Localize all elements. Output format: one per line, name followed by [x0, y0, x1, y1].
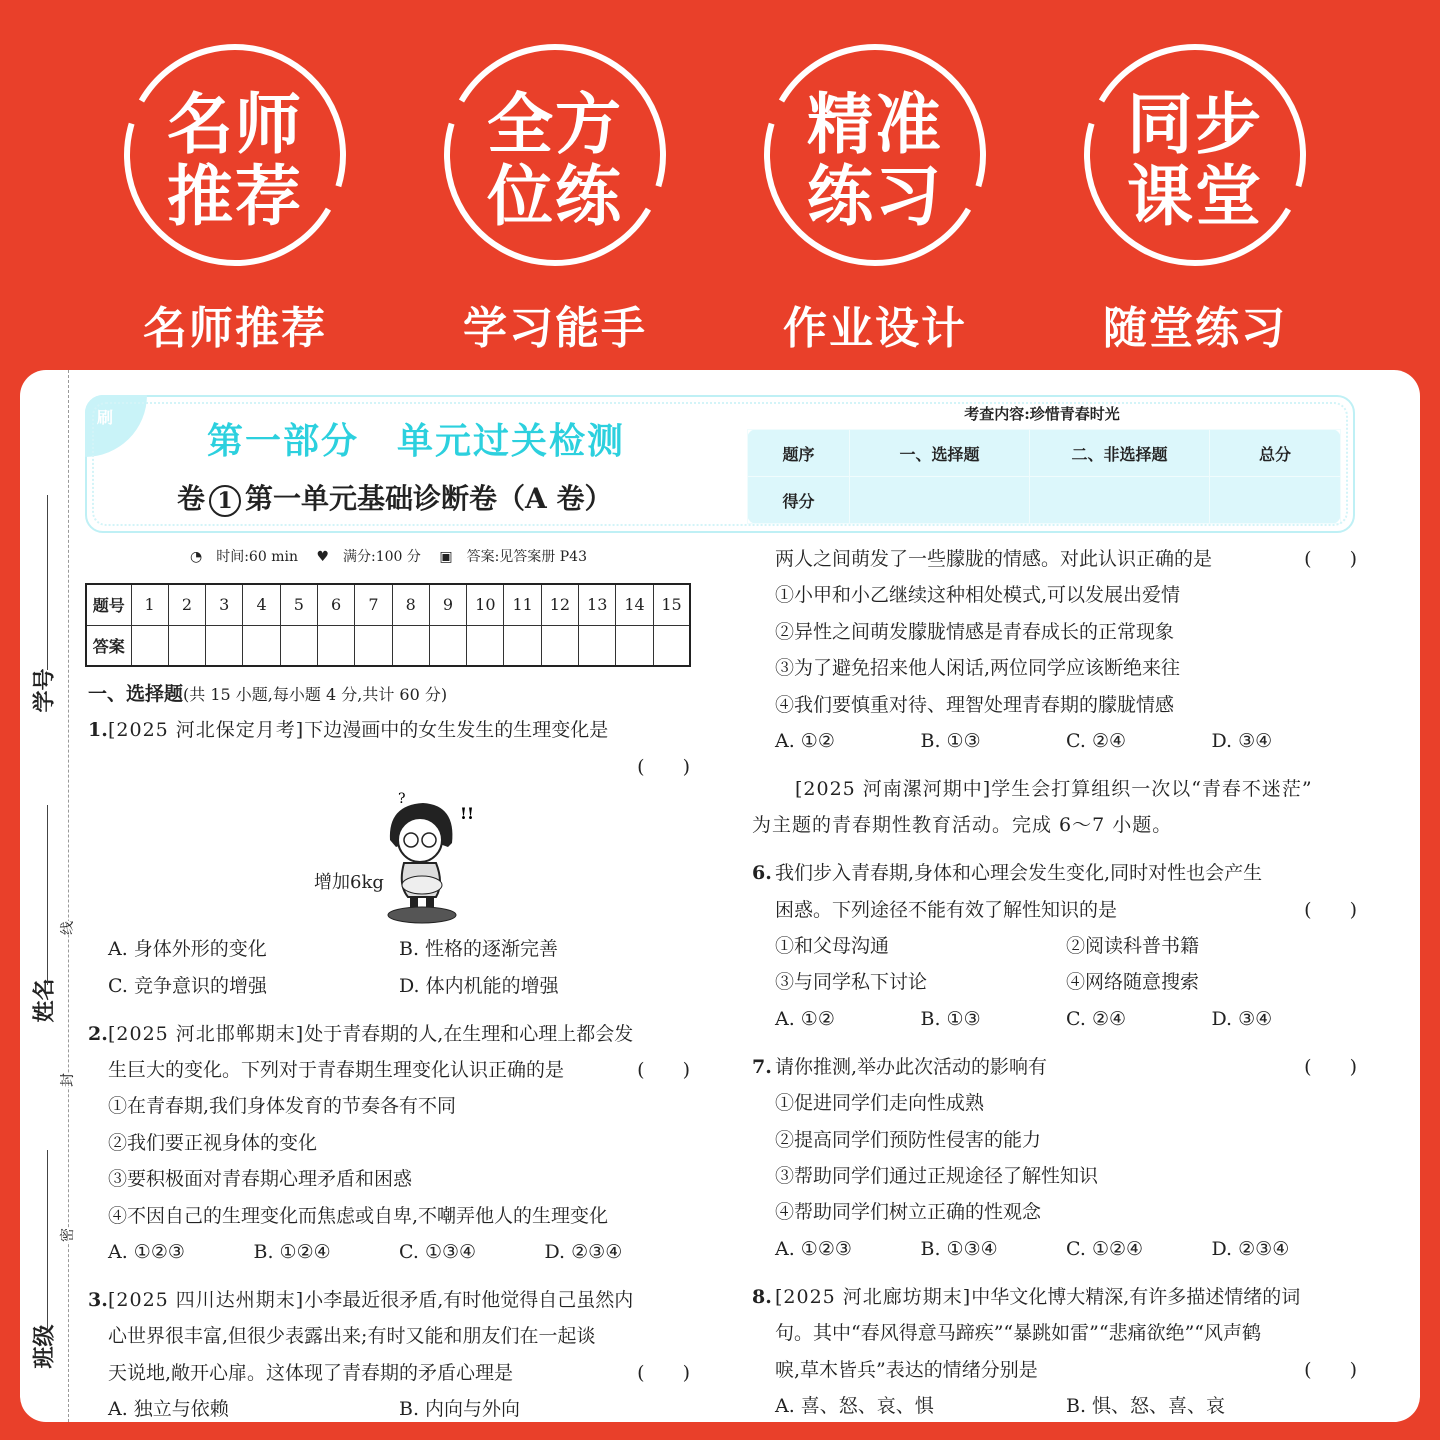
option-d[interactable]: D. ②③④ — [544, 1240, 623, 1263]
statement: ④网络随意搜索 — [1066, 971, 1200, 994]
question-text: 句。其中“春风得意马蹄疾”“暴跳如雷”“悲痛欲绝”“风声鹤 — [775, 1322, 1261, 1345]
option-a[interactable]: A. 身体外形的变化 — [108, 938, 267, 961]
answer-info: 答案:见答案册 P43 — [466, 549, 587, 565]
question-text: 天说地,敞开心扉。这体现了青春期的矛盾心理是 — [108, 1361, 514, 1384]
question-line — [88, 749, 690, 785]
answer-cell[interactable] — [392, 625, 429, 666]
question-number: 3. — [88, 1288, 108, 1311]
question-line — [88, 1355, 690, 1391]
option-b[interactable]: B. ①③ — [920, 1007, 981, 1030]
question-line — [752, 614, 1357, 650]
option-b[interactable]: B. ①③ — [920, 729, 981, 752]
question-source: [2025 河北邯郸期末] — [108, 1022, 305, 1045]
badge-1 — [120, 40, 350, 356]
badge-title-line1: 名师 — [167, 86, 303, 163]
option-a[interactable]: A. 独立与依赖 — [108, 1398, 229, 1421]
badge-title-line1: 同步 — [1127, 86, 1263, 163]
question-5-continuation — [752, 541, 1357, 759]
statement: ②阅读科普书籍 — [1066, 935, 1200, 958]
question-line — [88, 1088, 690, 1124]
material-intro — [752, 771, 1357, 844]
grid-number: 5 — [280, 584, 317, 625]
score-header: 题序 — [748, 430, 850, 477]
name-label: 姓名 — [32, 978, 58, 1023]
score-table — [747, 429, 1341, 524]
question-text: ①在青春期,我们身体发育的节奏各有不同 — [108, 1095, 457, 1118]
grid-number: 11 — [504, 584, 541, 625]
question-text: 中华文化博大精深,有许多描述情绪的词 — [971, 1285, 1301, 1308]
left-column — [88, 676, 690, 1422]
question-text: 唳,草木皆兵”表达的情绪分别是 — [775, 1358, 1038, 1381]
corner-tag: 刷 — [85, 395, 147, 457]
question-text: 请你推测,举办此次活动的影响有 — [775, 1055, 1048, 1078]
option-c[interactable]: C. 竞争意识的增强 — [108, 974, 267, 997]
answer-cell[interactable] — [429, 625, 466, 666]
question-text: 心世界很丰富,但很少表露出来;有时又能和朋友们在一起谈 — [108, 1325, 596, 1348]
statement: ③与同学私下讨论 — [775, 971, 928, 994]
class-blank — [47, 1150, 48, 1330]
statement-row — [775, 928, 1357, 964]
question-line — [752, 1049, 1357, 1085]
option-d[interactable]: D. ③④ — [1211, 729, 1273, 752]
seal-char: 密 — [57, 1228, 77, 1242]
grid-number: 14 — [616, 584, 653, 625]
question-text: ①小甲和小乙继续这种相处模式,可以发展出爱情 — [775, 584, 1181, 607]
question-number: 6. — [752, 862, 772, 885]
title-text: 第一单元基础诊断卷（A 卷） — [245, 482, 613, 515]
question-text: ③为了避免招来他人闲话,两位同学应该断绝来往 — [775, 657, 1181, 680]
statement: ①和父母沟通 — [775, 935, 890, 958]
question-text: 我们步入青春期,身体和心理会发生变化,同时对性也会产生 — [775, 862, 1263, 885]
grid-number: 7 — [355, 584, 392, 625]
grid-number: 4 — [243, 584, 280, 625]
score-header: 一、选择题 — [850, 430, 1030, 477]
question-line — [88, 1282, 690, 1318]
score-header: 总分 — [1210, 430, 1341, 477]
badge-title-line2: 位练 — [487, 158, 623, 235]
option-b[interactable]: B. ①③④ — [920, 1237, 998, 1260]
answer-bracket: ( ) — [637, 1361, 690, 1384]
answer-cell[interactable] — [168, 625, 205, 666]
intro-line: 为主题的青春期性教育活动。完成 6～7 小题。 — [752, 814, 1173, 837]
question-3 — [88, 1282, 690, 1422]
answer-cell[interactable] — [206, 625, 243, 666]
question-2 — [88, 1016, 690, 1271]
question-line — [88, 1318, 690, 1354]
question-line — [752, 687, 1357, 723]
seal-char: 封 — [57, 1073, 77, 1087]
question-number: 1. — [88, 719, 108, 742]
grid-number: 10 — [467, 584, 504, 625]
option-b[interactable]: B. 内向与外向 — [399, 1398, 521, 1421]
question-text: 生巨大的变化。下列对于青春期生理变化认识正确的是 — [108, 1058, 565, 1081]
option-c[interactable]: C. ①③④ — [399, 1240, 477, 1263]
book-icon: ▣ — [439, 549, 453, 565]
title-number: 1 — [209, 485, 241, 517]
option-c[interactable]: C. ②④ — [1066, 1007, 1127, 1030]
answer-cell[interactable] — [541, 625, 578, 666]
question-number: 8. — [752, 1285, 772, 1308]
option-a[interactable]: A. ①②③ — [108, 1240, 185, 1263]
badge-label: 作业设计 — [783, 303, 967, 354]
question-number: 7. — [752, 1055, 772, 1078]
grid-number: 9 — [429, 584, 466, 625]
full-score-info: 满分:100 分 — [343, 549, 421, 565]
badge-label: 学习能手 — [463, 303, 647, 354]
statement-row — [775, 964, 1357, 1000]
question-line — [752, 1158, 1357, 1194]
answer-cell[interactable] — [616, 625, 653, 666]
question-text: ④帮助同学们树立正确的性观念 — [775, 1201, 1042, 1224]
answer-cell[interactable] — [653, 625, 690, 666]
cartoon-figure — [88, 785, 690, 931]
answer-cell[interactable] — [243, 625, 280, 666]
option-d[interactable]: D. ②③④ — [1211, 1237, 1290, 1260]
option-b[interactable]: B. ①②④ — [253, 1240, 331, 1263]
question-line — [752, 1279, 1357, 1315]
question-line — [752, 541, 1357, 577]
question-text: ④我们要慎重对待、理智处理青春期的朦胧情感 — [775, 693, 1175, 716]
badge-title-line2: 推荐 — [167, 158, 303, 235]
question-source: [2025 四川达州期末] — [108, 1288, 305, 1311]
student-id-blank — [47, 495, 48, 670]
grid-number: 13 — [579, 584, 616, 625]
badge-title-line1: 精准 — [807, 86, 943, 163]
score-cell[interactable] — [850, 477, 1030, 524]
question-line — [88, 1052, 690, 1088]
question-line — [752, 1122, 1357, 1158]
question-line — [752, 1194, 1357, 1230]
question-line — [752, 928, 1357, 964]
question-text: 下边漫画中的女生发生的生理变化是 — [304, 719, 609, 742]
grid-number: 15 — [653, 584, 690, 625]
question-source: [2025 河北廊坊期末] — [775, 1285, 972, 1308]
question-text: ②提高同学们预防性侵害的能力 — [775, 1128, 1042, 1151]
question-line — [752, 577, 1357, 613]
grid-row-label: 答案 — [86, 625, 131, 666]
question-line — [88, 1016, 690, 1052]
answer-cell[interactable] — [317, 625, 354, 666]
option-a[interactable]: A. ①② — [775, 1007, 835, 1030]
options-row — [88, 1234, 690, 1270]
option-b[interactable]: B. 惧、怒、喜、哀 — [1066, 1394, 1226, 1417]
option-a[interactable]: A. ①② — [775, 729, 835, 752]
answer-bracket: ( ) — [637, 1058, 690, 1081]
score-header: 二、非选择题 — [1030, 430, 1210, 477]
badge-2 — [440, 40, 670, 356]
seal-char: 线 — [57, 921, 77, 935]
option-d[interactable]: D. ③④ — [1211, 1007, 1273, 1030]
answer-bracket: ( ) — [1304, 1358, 1357, 1381]
question-line — [752, 1315, 1357, 1351]
cut-line — [68, 370, 69, 1422]
exam-paper-card — [20, 370, 1420, 1422]
question-line — [752, 892, 1357, 928]
option-c[interactable]: C. ①②④ — [1066, 1237, 1144, 1260]
question-text: 小李最近很矛盾,有时他觉得自己虽然内 — [304, 1288, 634, 1311]
weight-label: 增加6kg — [314, 872, 384, 894]
badge-title-line1: 全方 — [487, 86, 623, 163]
answer-cell[interactable] — [280, 625, 317, 666]
answer-cell[interactable] — [131, 625, 168, 666]
question-line — [752, 964, 1357, 1000]
answer-bracket: ( ) — [637, 755, 690, 778]
question-1 — [88, 712, 690, 1004]
section-note: (共 15 小题,每小题 4 分,共计 60 分) — [183, 685, 448, 704]
question-text: ④不因自己的生理变化而焦虑或自卑,不嘲弄他人的生理变化 — [108, 1204, 609, 1227]
time-info: 时间:60 min — [216, 549, 298, 565]
question-8 — [752, 1279, 1357, 1422]
question-source: [2025 河北保定月考] — [108, 719, 305, 742]
question-7 — [752, 1049, 1357, 1267]
name-blank — [47, 805, 48, 985]
question-text: ②我们要正视身体的变化 — [108, 1131, 318, 1154]
question-text: ③帮助同学们通过正规途径了解性知识 — [775, 1165, 1099, 1188]
paper-title — [177, 477, 613, 517]
option-a[interactable]: A. 喜、怒、哀、惧 — [775, 1394, 934, 1417]
answer-bracket: ( ) — [1304, 898, 1357, 921]
answer-bracket: ( ) — [1304, 548, 1357, 570]
options-row — [88, 1391, 690, 1422]
badge-title-line2: 课堂 — [1127, 158, 1263, 235]
girl-on-scale-illustration — [368, 785, 478, 931]
question-text: 处于青春期的人,在生理和心理上都会发 — [304, 1022, 634, 1045]
option-a[interactable]: A. ①②③ — [775, 1237, 852, 1260]
score-row-label: 得分 — [748, 477, 850, 524]
options-row — [752, 1388, 1357, 1422]
option-c[interactable]: C. ②④ — [1066, 729, 1127, 752]
section-heading-text: 一、选择题 — [88, 683, 184, 705]
grid-number: 3 — [206, 584, 243, 625]
question-text: 两人之间萌发了一些朦胧的情感。对此认识正确的是 — [775, 548, 1213, 570]
question-line — [752, 1352, 1357, 1388]
score-cell[interactable] — [1210, 477, 1341, 524]
question-line — [752, 855, 1357, 891]
question-line — [88, 712, 690, 748]
question-number: 2. — [88, 1022, 108, 1045]
score-cell[interactable] — [1030, 477, 1210, 524]
answer-cell[interactable] — [467, 625, 504, 666]
class-label: 班级 — [32, 1324, 58, 1369]
grid-number: 2 — [168, 584, 205, 625]
svg-text:!!: !! — [460, 804, 475, 824]
badge-label: 随堂练习 — [1103, 303, 1287, 354]
question-text: ②异性之间萌发朦胧情感是青春成长的正常现象 — [775, 620, 1175, 643]
score-icon: ♥ — [316, 549, 329, 565]
badge-label: 名师推荐 — [143, 303, 327, 354]
question-line — [88, 1198, 690, 1234]
title-prefix: 卷 — [177, 482, 206, 515]
grid-number: 1 — [131, 584, 168, 625]
section-title: 第一部分 单元过关检测 — [207, 421, 626, 462]
grid-number: 6 — [317, 584, 354, 625]
options-row — [88, 968, 690, 1004]
question-line — [752, 650, 1357, 686]
options-row — [752, 1231, 1357, 1267]
question-line — [752, 1085, 1357, 1121]
question-line — [88, 1161, 690, 1197]
option-b[interactable]: B. 性格的逐渐完善 — [399, 938, 559, 961]
question-text: 困惑。下列途径不能有效了解性知识的是 — [775, 898, 1118, 921]
intro-line: [2025 河南漯河期中]学生会打算组织一次以“青春不迷茫” — [795, 777, 1313, 800]
right-column — [752, 541, 1357, 1422]
option-d[interactable]: D. 体内机能的增强 — [399, 974, 559, 997]
paper-header — [85, 395, 1355, 533]
scope-text: 考查内容:珍惜青春时光 — [964, 405, 1120, 423]
answer-cell[interactable] — [355, 625, 392, 666]
answer-cell[interactable] — [504, 625, 541, 666]
badge-title-line2: 练习 — [807, 158, 943, 235]
svg-text:?: ? — [398, 791, 406, 808]
answer-bracket: ( ) — [1304, 1055, 1357, 1078]
question-line — [88, 1125, 690, 1161]
grid-header: 题号 — [86, 584, 131, 625]
paper-meta — [190, 546, 601, 566]
question-text: ①促进同学们走向性成熟 — [775, 1092, 985, 1115]
clock-icon: ◔ — [190, 549, 203, 565]
badge-3 — [760, 40, 990, 356]
question-text: ③要积极面对青春期心理矛盾和困惑 — [108, 1168, 413, 1191]
grid-number: 8 — [392, 584, 429, 625]
section-heading — [88, 676, 690, 712]
options-row — [88, 931, 690, 967]
grid-number: 12 — [541, 584, 578, 625]
options-row — [752, 1001, 1357, 1037]
question-6 — [752, 855, 1357, 1037]
badge-4 — [1080, 40, 1310, 356]
answer-grid — [85, 583, 691, 667]
answer-cell[interactable] — [579, 625, 616, 666]
options-row — [752, 723, 1357, 759]
student-id-label: 学号 — [32, 668, 58, 713]
